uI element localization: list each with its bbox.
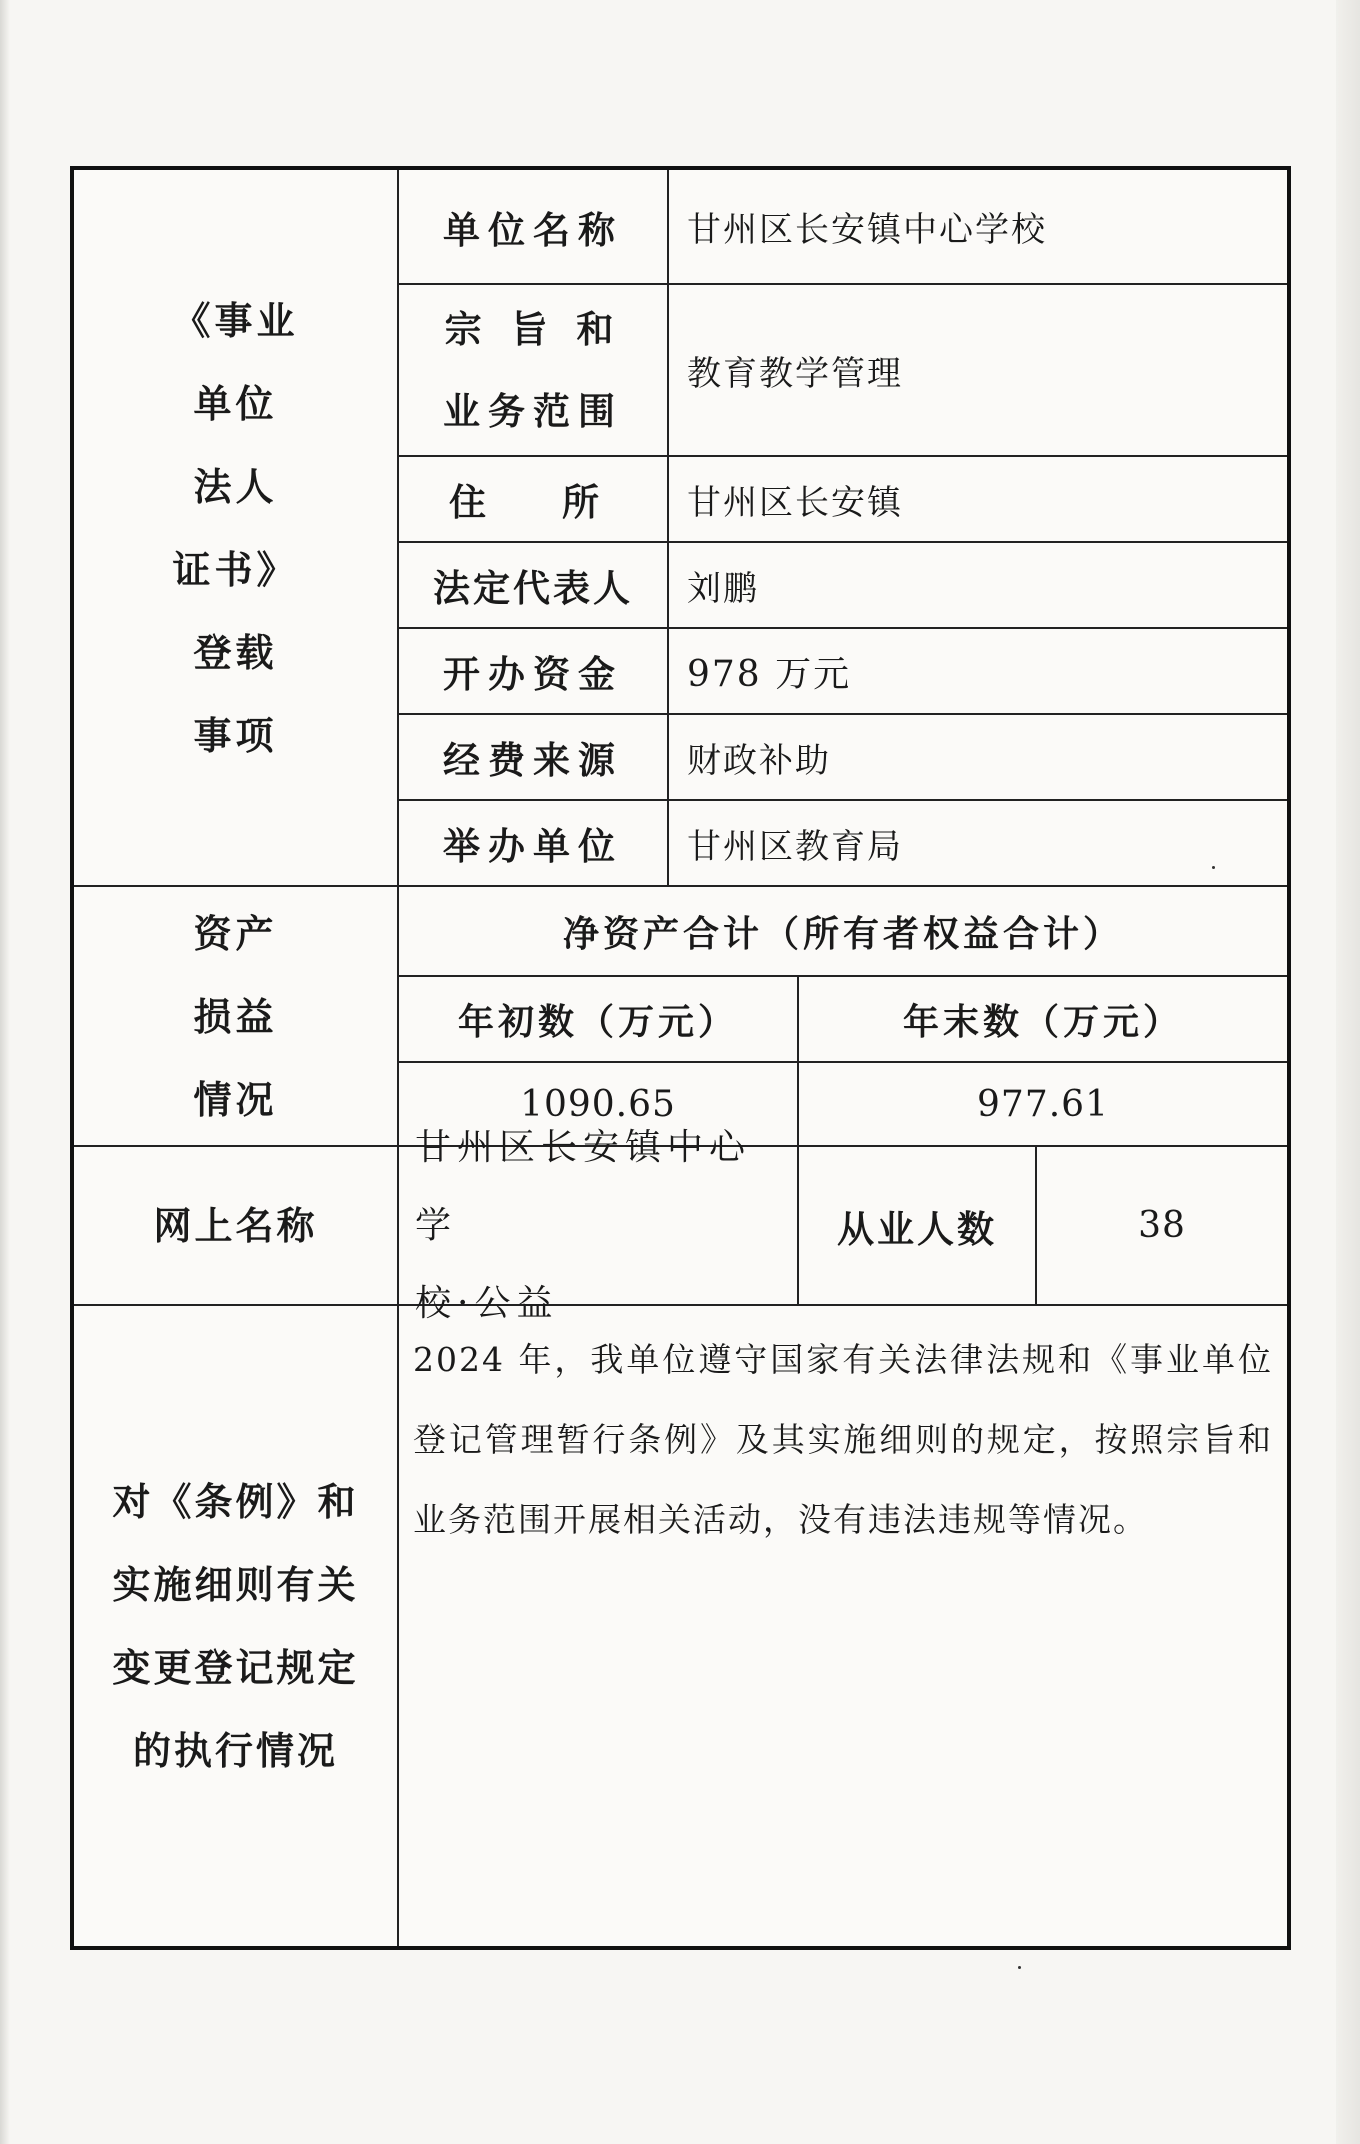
unit-name-value: 甘州区长安镇中心学校 <box>669 170 1287 285</box>
staff-count-value: 38 <box>1037 1147 1287 1306</box>
cert-label-line-4: 证书》 <box>172 546 299 592</box>
cert-label-line-6: 事项 <box>193 712 278 758</box>
online-name-label: 网上名称 <box>74 1147 399 1306</box>
assets-label-line-2: 损益 <box>193 993 278 1039</box>
assets-section-label <box>74 887 399 1147</box>
end-year-label: 年末数（万元） <box>799 977 1287 1063</box>
compliance-statement: 2024 年，我单位遵守国家有关法律法规和《事业单位登记管理暂行条例》及其实施细则的规定，按照宗旨和业务范围开展相关活动，没有违法违规等情况。 <box>413 1340 1273 1539</box>
assets-label-line-1: 资产 <box>193 910 278 956</box>
registration-form-table <box>70 166 1291 1950</box>
cert-label-line-5: 登载 <box>193 629 278 675</box>
funding-source-label: 经费来源 <box>399 715 669 801</box>
begin-year-label: 年初数（万元） <box>399 977 799 1063</box>
online-name-line-1: 甘州区长安镇中心学 <box>415 1126 752 1246</box>
start-capital-value: 978 万元 <box>669 629 1287 715</box>
address-label-right: 所 <box>562 480 607 524</box>
cert-label-line-3: 法人 <box>193 463 278 509</box>
staff-count-label: 从业人数 <box>799 1147 1037 1306</box>
cert-label-line-2: 单位 <box>193 380 278 426</box>
purpose-label-line-2: 业务范围 <box>443 389 623 433</box>
unit-name-label: 单位名称 <box>399 170 669 285</box>
purpose-scope-value: 教育教学管理 <box>669 285 1287 457</box>
compliance-label <box>74 1306 399 1946</box>
start-capital-label: 开办资金 <box>399 629 669 715</box>
sponsor-unit-label: 举办单位 <box>399 801 669 887</box>
end-year-value: 977.61 <box>799 1063 1287 1147</box>
online-name-line-2: 校·公益 <box>415 1282 559 1324</box>
compliance-label-line-3: 变更登记规定 <box>112 1645 359 1690</box>
address-value: 甘州区长安镇 <box>669 457 1287 543</box>
address-label-left: 住 <box>449 480 494 524</box>
compliance-label-line-1: 对《条例》和 <box>112 1479 359 1524</box>
cert-section-label <box>74 170 399 887</box>
cert-label-line-1: 《事业 <box>172 297 299 343</box>
legal-rep-value: 刘鹏 <box>669 543 1287 629</box>
compliance-label-line-2: 实施细则有关 <box>112 1562 359 1607</box>
compliance-label-line-4: 的执行情况 <box>132 1728 338 1773</box>
address-label <box>399 457 669 543</box>
assets-label-line-3: 情况 <box>193 1076 278 1122</box>
purpose-scope-label <box>399 285 669 457</box>
funding-source-value: 财政补助 <box>669 715 1287 801</box>
net-assets-header: 净资产合计（所有者权益合计） <box>399 887 1287 977</box>
purpose-label-line-1: 宗 旨 和 <box>444 307 622 351</box>
sponsor-unit-value: 甘州区教育局 <box>669 801 1287 887</box>
legal-rep-label: 法定代表人 <box>399 543 669 629</box>
online-name-value <box>399 1126 799 1324</box>
scan-speck <box>1018 1966 1021 1969</box>
begin-year-value: 1090.65 <box>399 1063 799 1147</box>
page-right-edge <box>1336 0 1360 2144</box>
scan-left-shadow <box>0 0 10 2144</box>
scan-speck <box>1212 866 1215 869</box>
